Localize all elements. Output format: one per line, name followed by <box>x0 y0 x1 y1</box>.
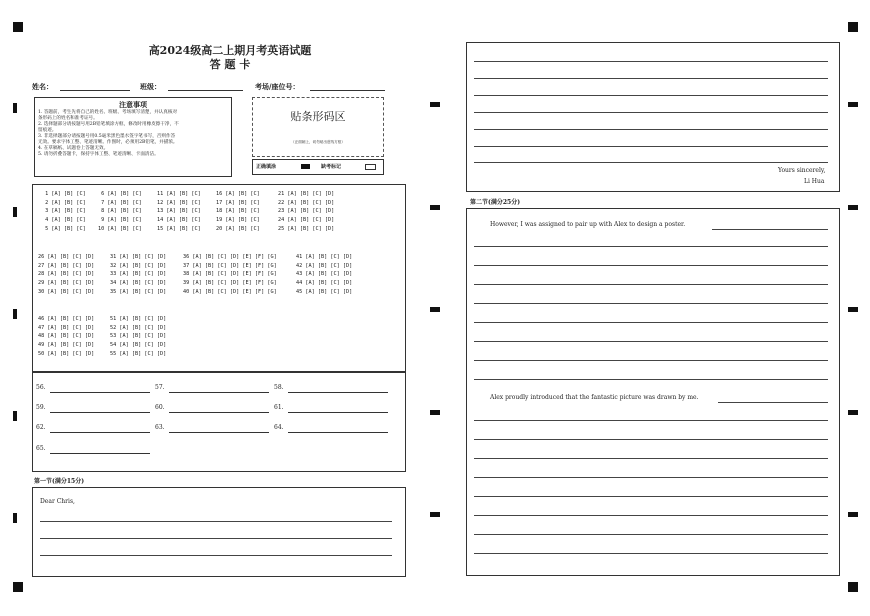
choice-row[interactable]: 11 [A] [B] [C] <box>157 191 201 197</box>
notice-item: 留痕迹。 <box>38 128 57 133</box>
blank-number: 59. <box>36 404 46 411</box>
choice-row[interactable]: 21 [A] [B] [C] [D] <box>278 191 335 197</box>
blank-number: 60. <box>155 404 165 411</box>
choice-row[interactable]: 16 [A] [B] [C] <box>216 191 260 197</box>
choice-row[interactable]: 51 [A] [B] [C] [D] <box>110 316 167 322</box>
class-label: 班级： <box>140 82 161 91</box>
absent-flag-label: 缺考标记 <box>321 164 342 170</box>
paragraph-2-prompt: Alex proudly introduced that the fantastic picture was drawn by me. <box>490 394 699 401</box>
blank-answer-line[interactable] <box>50 453 150 454</box>
letter-greeting: Dear Chris, <box>40 498 75 505</box>
class-field[interactable] <box>168 90 243 91</box>
choice-column[interactable] <box>98 190 142 234</box>
choice-row[interactable]: 19 [A] [B] [C] <box>216 217 260 224</box>
choice-row[interactable]: 15 [A] [B] [C] <box>157 225 201 232</box>
writing-line[interactable] <box>474 78 828 79</box>
blank-number: 61. <box>274 404 284 411</box>
writing-line[interactable] <box>474 284 828 285</box>
barcode-area <box>252 97 384 157</box>
writing-box-2[interactable] <box>466 208 840 576</box>
writing-line[interactable] <box>474 61 828 62</box>
name-label: 姓名： <box>32 82 53 91</box>
writing-line[interactable] <box>474 246 828 247</box>
choice-row[interactable]: 42 [A] [B] [C] [D] <box>296 262 353 269</box>
writing-line[interactable] <box>474 322 828 323</box>
choice-row[interactable]: 44 [A] [B] [C] [D] <box>296 280 353 287</box>
writing-line[interactable] <box>474 112 828 113</box>
blank-answer-line[interactable] <box>169 392 269 393</box>
notice-item: 无效。要求字体工整、笔迹清晰。作图时，必须用2B铅笔，并描浓。 <box>38 140 178 145</box>
timing-mark <box>430 102 440 107</box>
timing-mark <box>13 411 17 421</box>
choice-column[interactable] <box>38 253 94 297</box>
choice-column[interactable] <box>216 190 260 234</box>
choice-row[interactable]: 33 [A] [B] [C] [D] <box>110 271 167 278</box>
choice-row[interactable]: 22 [A] [B] [C] [D] <box>278 199 335 206</box>
writing-line[interactable] <box>474 553 828 554</box>
choice-row[interactable]: 46 [A] [B] [C] [D] <box>38 316 95 322</box>
writing-line[interactable] <box>40 538 392 539</box>
writing-line[interactable] <box>712 229 828 230</box>
writing-line[interactable] <box>474 341 828 342</box>
paragraph-1-prompt: However, I was assigned to pair up with Alex to design a poster. <box>490 221 686 228</box>
blank-answer-line[interactable] <box>50 432 150 433</box>
timing-mark <box>430 307 440 312</box>
timing-mark <box>848 205 858 210</box>
writing-line[interactable] <box>40 555 392 556</box>
corner-mark-top-right <box>848 22 858 32</box>
blank-number: 62. <box>36 424 46 431</box>
choice-column[interactable] <box>296 253 352 297</box>
choice-row[interactable]: 14 [A] [B] [C] <box>157 217 201 224</box>
choice-row[interactable]: 18 [A] [B] [C] <box>216 208 260 215</box>
writing-line[interactable] <box>474 95 828 96</box>
choice-row[interactable]: 3 [A] [B] [C] <box>42 208 86 215</box>
notice-item: 1. 答题前，考生先将自己的姓名、班级、考场填写清楚，并认真核对 <box>38 110 178 115</box>
choice-row[interactable]: 24 [A] [B] [C] [D] <box>278 217 335 224</box>
blank-answer-line[interactable] <box>288 412 388 413</box>
blank-answer-line[interactable] <box>50 412 150 413</box>
choice-row[interactable]: 28 [A] [B] [C] [D] <box>38 271 95 278</box>
choice-row[interactable]: 37 [A] [B] [C] [D] [E] [F] [G] <box>183 262 277 269</box>
choice-row[interactable]: 8 [A] [B] [C] <box>98 208 142 215</box>
writing-line[interactable] <box>474 265 828 266</box>
choice-row[interactable]: 43 [A] [B] [C] [D] <box>296 271 353 278</box>
writing-line[interactable] <box>474 515 828 516</box>
blank-number: 64. <box>274 424 284 431</box>
choice-row[interactable]: 7 [A] [B] [C] <box>98 199 142 206</box>
choice-column[interactable] <box>157 190 201 234</box>
notice-item: 4. 在草稿纸、试题卷上答题无效。 <box>38 146 109 151</box>
choice-column[interactable] <box>110 253 166 297</box>
choice-row[interactable]: 41 [A] [B] [C] [D] <box>296 254 353 260</box>
blank-number: 57. <box>155 384 165 391</box>
timing-mark <box>430 205 440 210</box>
writing-line[interactable] <box>474 379 828 380</box>
writing-line[interactable] <box>474 420 828 421</box>
choice-row[interactable]: 4 [A] [B] [C] <box>42 217 86 224</box>
choice-row[interactable]: 32 [A] [B] [C] [D] <box>110 262 167 269</box>
page-title: 高2024级高二上期月考英语试题 <box>148 44 312 57</box>
writing-line[interactable] <box>474 496 828 497</box>
choice-row[interactable]: 39 [A] [B] [C] [D] [E] [F] [G] <box>183 280 277 287</box>
barcode-note: （正面朝上，切勿贴出虚线方框） <box>291 140 345 144</box>
choice-row[interactable]: 27 [A] [B] [C] [D] <box>38 262 95 269</box>
choice-row[interactable]: 53 [A] [B] [C] [D] <box>110 333 167 340</box>
letter-closing: Yours sincerely, <box>778 167 826 174</box>
choice-row[interactable]: 38 [A] [B] [C] [D] [E] [F] [G] <box>183 271 277 278</box>
choice-row[interactable]: 25 [A] [B] [C] [D] <box>278 225 335 232</box>
writing-line[interactable] <box>474 162 828 163</box>
choice-row[interactable]: 26 [A] [B] [C] [D] <box>38 254 95 260</box>
blank-answer-line[interactable] <box>50 392 150 393</box>
choice-row[interactable]: 23 [A] [B] [C] [D] <box>278 208 335 215</box>
corner-mark-top-left <box>13 22 23 32</box>
choice-row[interactable]: 49 [A] [B] [C] [D] <box>38 342 95 349</box>
fill-sample-label: 正确填涂 <box>256 164 277 170</box>
section-1-title: 第一节(满分15分) <box>34 478 85 485</box>
writing-line[interactable] <box>474 477 828 478</box>
choice-row[interactable]: 20 [A] [B] [C] <box>216 225 260 232</box>
choice-column[interactable] <box>278 190 334 234</box>
choice-row[interactable]: 2 [A] [B] [C] <box>42 199 86 206</box>
choice-row[interactable]: 17 [A] [B] [C] <box>216 199 260 206</box>
choice-row[interactable]: 29 [A] [B] [C] [D] <box>38 280 95 287</box>
timing-mark <box>848 410 858 415</box>
fill-blank-box <box>32 372 406 472</box>
timing-mark <box>848 307 858 312</box>
choice-row[interactable]: 10 [A] [B] [C] <box>98 225 142 232</box>
choice-row[interactable]: 47 [A] [B] [C] [D] <box>38 324 95 331</box>
notice-item: 条形码上的姓名和准考证号。 <box>38 116 98 121</box>
choice-column[interactable] <box>183 253 277 297</box>
choice-row[interactable]: 30 [A] [B] [C] [D] <box>38 288 95 295</box>
barcode-label: 贴条形码区 <box>290 110 346 123</box>
seat-label: 考场/座位号： <box>255 82 300 91</box>
blank-number: 65. <box>36 445 46 452</box>
timing-mark <box>430 512 440 517</box>
notice-item: 5. 请勿折叠答题卡，保持字体工整、笔迹清晰、卡面清洁。 <box>38 152 159 157</box>
blank-answer-line[interactable] <box>288 392 388 393</box>
choice-row[interactable]: 45 [A] [B] [C] [D] <box>296 288 353 295</box>
writing-line[interactable] <box>474 360 828 361</box>
blank-number: 58. <box>274 384 284 391</box>
notice-item: 3. 非选择题部分请按题号用0.5毫米黑色墨水签字笔书写，否则作答 <box>38 134 176 139</box>
choice-row[interactable]: 1 [A] [B] [C] <box>42 191 86 197</box>
choice-row[interactable]: 52 [A] [B] [C] [D] <box>110 324 167 331</box>
writing-line[interactable] <box>474 439 828 440</box>
choice-row[interactable]: 55 [A] [B] [C] [D] <box>110 350 167 357</box>
timing-mark <box>848 512 858 517</box>
notice-box <box>34 97 232 177</box>
name-field[interactable] <box>60 90 130 91</box>
choice-row[interactable]: 31 [A] [B] [C] [D] <box>110 254 167 260</box>
choice-row[interactable]: 5 [A] [B] [C] <box>42 225 86 232</box>
choice-row[interactable]: 50 [A] [B] [C] [D] <box>38 350 95 357</box>
choice-row[interactable]: 36 [A] [B] [C] [D] [E] [F] [G] <box>183 254 277 260</box>
choice-row[interactable]: 34 [A] [B] [C] [D] <box>110 280 167 287</box>
corner-mark-bottom-right <box>848 582 858 592</box>
fill-sample-box <box>252 159 384 175</box>
seat-field[interactable] <box>310 90 385 91</box>
blank-number: 63. <box>155 424 165 431</box>
choice-column[interactable] <box>42 190 86 234</box>
choice-row[interactable]: 12 [A] [B] [C] <box>157 199 201 206</box>
writing-line[interactable] <box>474 458 828 459</box>
writing-line[interactable] <box>474 146 828 147</box>
choice-row[interactable]: 48 [A] [B] [C] [D] <box>38 333 95 340</box>
choice-row[interactable]: 9 [A] [B] [C] <box>98 217 142 224</box>
writing-box-1[interactable] <box>32 487 406 577</box>
blank-answer-line[interactable] <box>169 432 269 433</box>
letter-signature: Li Hua <box>804 178 825 185</box>
section-2-title: 第二节(满分25分) <box>470 199 521 206</box>
fill-sample-mark <box>301 164 310 169</box>
choice-row[interactable]: 13 [A] [B] [C] <box>157 208 201 215</box>
timing-mark <box>848 102 858 107</box>
blank-number: 56. <box>36 384 46 391</box>
corner-mark-bottom-left <box>13 582 23 592</box>
writing-line[interactable] <box>40 521 392 522</box>
timing-mark <box>13 309 17 319</box>
writing-line[interactable] <box>474 303 828 304</box>
choice-row[interactable]: 54 [A] [B] [C] [D] <box>110 342 167 349</box>
writing-line[interactable] <box>474 129 828 130</box>
notice-item: 2. 选择题部分请按题号用2B铅笔填涂方框，修改时用橡皮擦干净，不 <box>38 122 179 127</box>
choice-column[interactable] <box>110 315 166 359</box>
blank-answer-line[interactable] <box>169 412 269 413</box>
timing-mark <box>13 207 17 217</box>
timing-mark <box>13 103 17 113</box>
writing-line[interactable] <box>718 402 828 403</box>
notice-title: 注意事项 <box>119 100 147 109</box>
choice-row[interactable]: 35 [A] [B] [C] [D] <box>110 288 167 295</box>
choice-row[interactable]: 40 [A] [B] [C] [D] [E] [F] [G] <box>183 288 277 295</box>
timing-mark <box>13 513 17 523</box>
choice-row[interactable]: 6 [A] [B] [C] <box>98 191 142 197</box>
choice-column[interactable] <box>38 315 94 359</box>
page-subtitle: 答 题 卡 <box>209 58 251 71</box>
timing-mark <box>430 410 440 415</box>
blank-answer-line[interactable] <box>288 432 388 433</box>
absent-flag-checkbox[interactable] <box>365 164 376 170</box>
writing-line[interactable] <box>474 534 828 535</box>
